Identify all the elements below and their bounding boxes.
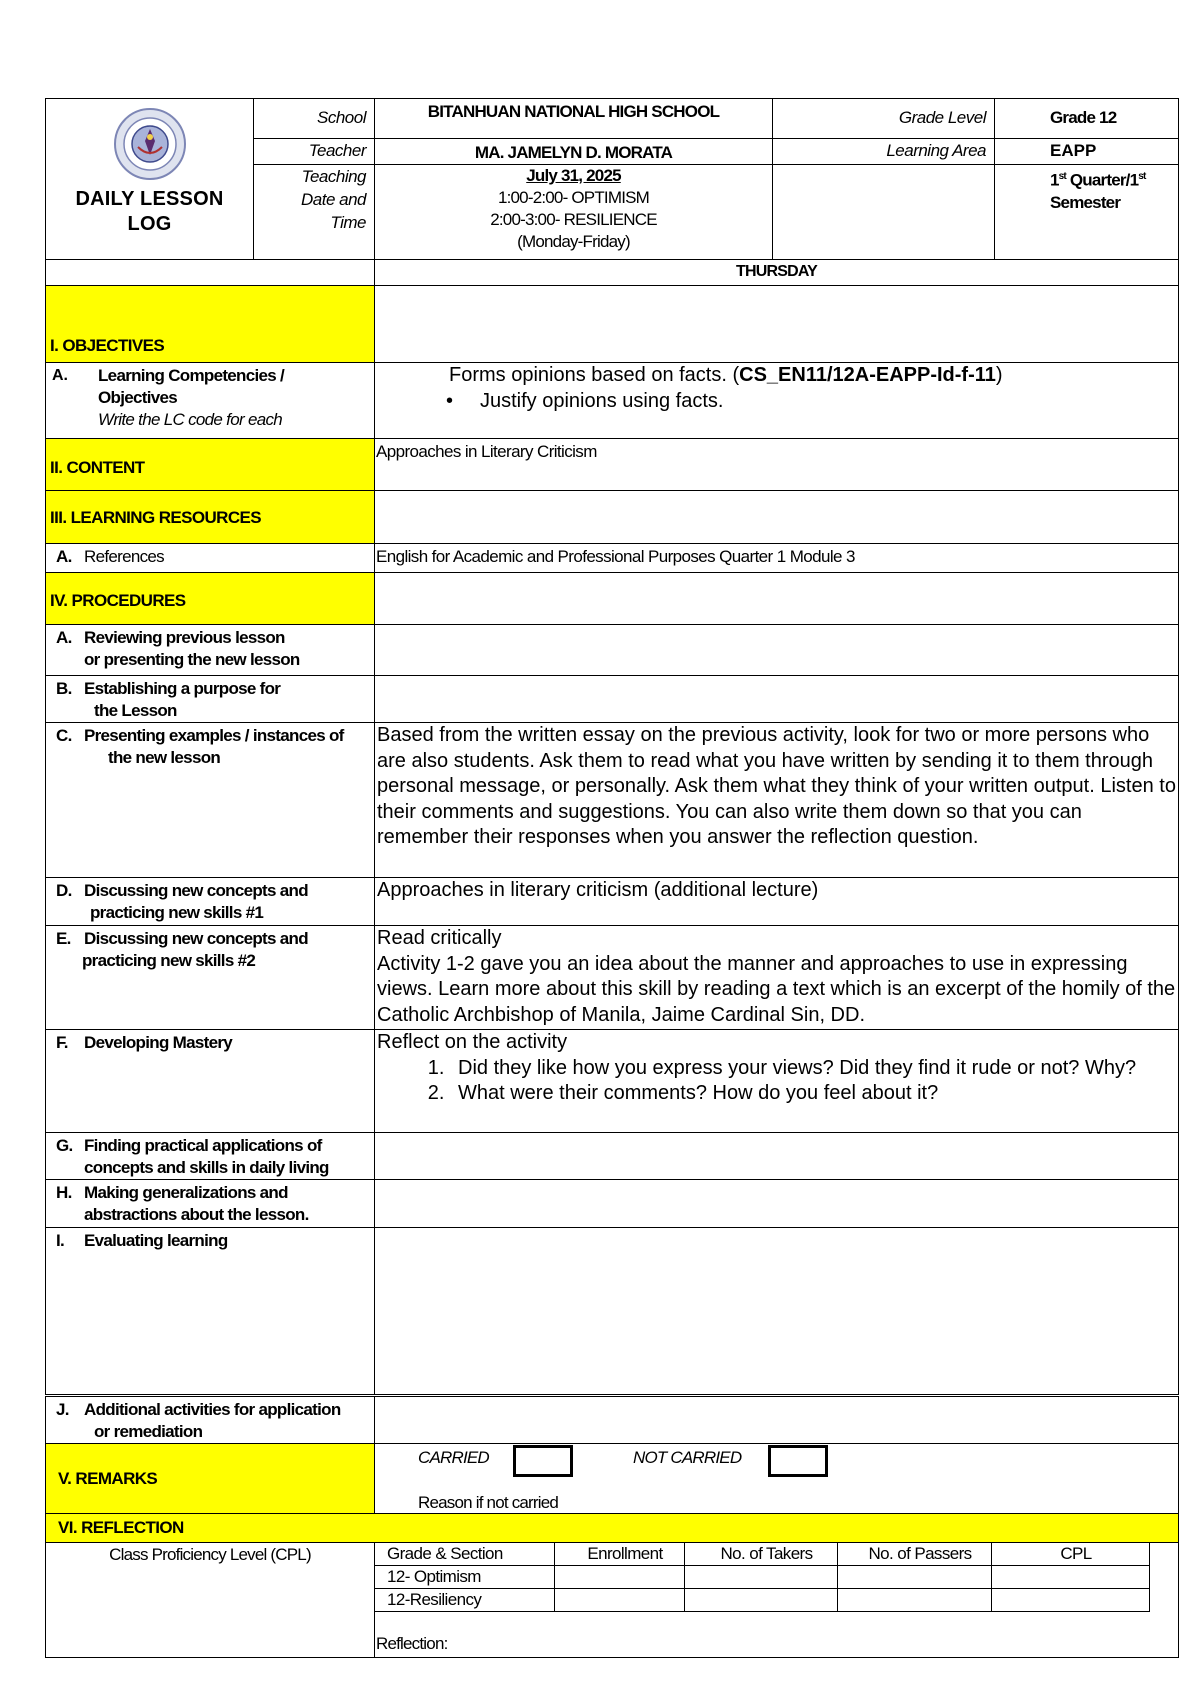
title-line1: DAILY LESSON: [75, 188, 224, 210]
teacher-name: MA. JAMELYN D. MORATA: [375, 139, 773, 165]
content-heading: II. CONTENT: [46, 439, 375, 491]
table-cell[interactable]: [991, 1566, 1149, 1589]
procedures-heading: IV. PROCEDURES: [46, 573, 375, 625]
remarks-cell: [375, 1444, 1179, 1514]
days: (Monday-Friday): [517, 232, 630, 251]
procedure-g-value: [375, 1133, 1179, 1180]
procedure-f-value: [375, 1030, 1179, 1133]
cpl-table: [375, 1543, 1150, 1612]
procedure-i-value: [375, 1228, 1179, 1396]
learning-area-label: Learning Area: [773, 139, 995, 165]
procedure-e-value: [375, 926, 1179, 1030]
procedure-a-label: A. Reviewing previous lesson or presenting the new lesson: [46, 625, 375, 676]
competency-cell: [375, 363, 1179, 439]
not-carried-checkbox[interactable]: [768, 1445, 828, 1477]
quarter-semester: [995, 165, 1179, 260]
school-name: BITANHUAN NATIONAL HIGH SCHOOL: [375, 99, 773, 139]
objectives-heading: I. OBJECTIVES: [46, 286, 375, 363]
col-cpl: CPL: [991, 1543, 1149, 1566]
grade-level: Grade 12: [995, 99, 1179, 139]
read-critically: Read critically: [377, 927, 502, 949]
deped-seal-icon: [113, 107, 187, 181]
resources-blank: [375, 491, 1179, 544]
col-passers: No. of Passers: [837, 1543, 991, 1566]
col-enrollment: Enrollment: [554, 1543, 684, 1566]
carried-checkbox[interactable]: [513, 1445, 573, 1477]
table-cell[interactable]: [684, 1566, 837, 1589]
date-time-value: [375, 165, 773, 260]
reason-label: Reason if not carried: [418, 1492, 1036, 1514]
time-slot-2: 2:00-3:00- RESILIENCE: [490, 210, 657, 229]
grade-level-label: Grade Level: [773, 99, 995, 139]
table-cell[interactable]: [837, 1589, 991, 1612]
procedure-h-label: H. Making generalizations and abstractions about the lesson.: [46, 1180, 375, 1228]
teacher-label: Teacher: [254, 139, 375, 165]
col-takers: No. of Takers: [684, 1543, 837, 1566]
procedure-b-label: B. Establishing a purpose for the Lesson: [46, 676, 375, 723]
semester: Semester: [1050, 192, 1121, 212]
lc-note: Write the LC code for each: [98, 410, 283, 429]
row-resiliency: 12-Resiliency: [375, 1589, 554, 1612]
lc-label-line1: Learning Competencies /: [98, 366, 285, 385]
procedure-i-label: I. Evaluating learning: [46, 1228, 375, 1396]
learning-resources-heading: III. LEARNING RESOURCES: [46, 491, 375, 544]
col-grade-section: Grade & Section: [375, 1543, 554, 1566]
reflect-intro: Reflect on the activity: [377, 1031, 568, 1053]
competency-text: Forms opinions based on facts. (CS_EN11/12A-EAPP-Id-f-11): [449, 364, 1003, 386]
procedure-g-label: G. Finding practical applications of concepts and skills in daily living: [46, 1133, 375, 1180]
lc-letter: A.: [52, 367, 68, 384]
reflect-question-1: 1. Did they like how you express your views? Did they find it rude or not? Why?: [450, 1056, 1178, 1082]
date-label-line2: Date and: [301, 190, 366, 209]
objective-bullet: • Justify opinions using facts.: [480, 389, 1178, 415]
time-slot-1: 1:00-2:00- OPTIMISM: [497, 188, 650, 207]
activity-text: Activity 1-2 gave you an idea about the manner and approaches to use in expressing views. Learn more about this skill by reading a text which is an excerpt of the homily of the Catholic Archbishop of Manila, Jaime Cardinal Sin, DD.: [377, 952, 1176, 1026]
content-value: Approaches in Literary Criticism: [375, 439, 1179, 491]
table-cell[interactable]: [684, 1589, 837, 1612]
learning-competencies-label: [46, 363, 375, 439]
school-label: School: [254, 99, 375, 139]
date-label-line1: Teaching: [301, 167, 366, 186]
date-time-label: [254, 165, 375, 260]
table-cell[interactable]: [837, 1566, 991, 1589]
teaching-date: July 31, 2025: [526, 166, 621, 185]
reason-line[interactable]: [558, 1496, 1036, 1514]
lc-label-line2: Objectives: [98, 388, 177, 407]
title-cell: [46, 99, 254, 260]
table-cell[interactable]: [991, 1589, 1149, 1612]
not-carried-label: NOT CARRIED: [633, 1448, 742, 1467]
reflect-question-2: 2. What were their comments? How do you feel about it?: [450, 1081, 1178, 1107]
procedure-c-value: Based from the written essay on the previous activity, look for two or more persons who are also students. Ask them to read what you have written by sending it to them through personal message, or personally. Ask them what they think of your written output. Listen to their comments and suggestions. You can also write them down so that you can remember their responses when you answer the reflection question.: [375, 723, 1179, 878]
procedure-a-value: [375, 625, 1179, 676]
procedure-e-label: E. Discussing new concepts and practicing new skills #2: [46, 926, 375, 1030]
quarter: 1st Quarter/1st: [1050, 170, 1146, 190]
procedure-d-value: Approaches in literary criticism (additional lecture): [375, 878, 1179, 926]
objectives-blank: [375, 286, 1179, 363]
day-left-blank: [46, 260, 375, 286]
procedure-c-label: C. Presenting examples / instances of the new lesson: [46, 723, 375, 878]
reflection-heading: VI. REFLECTION: [46, 1514, 1179, 1543]
remarks-heading: V. REMARKS: [46, 1444, 375, 1514]
day-label: THURSDAY: [375, 260, 1179, 286]
procedure-d-label: D. Discussing new concepts and practicing new skills #1: [46, 878, 375, 926]
table-cell[interactable]: [554, 1566, 684, 1589]
procedure-j-label: J. Additional activities for application or remediation: [46, 1396, 375, 1444]
procedure-f-label: F. Developing Mastery: [46, 1030, 375, 1133]
references-value: English for Academic and Professional Purposes Quarter 1 Module 3: [375, 544, 1179, 573]
procedures-blank: [375, 573, 1179, 625]
carried-label: CARRIED: [418, 1448, 489, 1467]
lesson-log-table: [45, 98, 1179, 1658]
reflection-label: Reflection:: [376, 1634, 448, 1653]
daily-lesson-log: [45, 98, 1178, 1658]
title-line2: LOG: [127, 213, 172, 235]
references-label: A. References: [46, 544, 375, 573]
date-label-line3: Time: [330, 213, 366, 232]
procedure-b-value: [375, 676, 1179, 723]
competency-code: CS_EN11/12A-EAPP-Id-f-11: [739, 364, 996, 386]
procedure-h-value: [375, 1180, 1179, 1228]
cpl-cell: [375, 1543, 1179, 1658]
cpl-label: Class Proficiency Level (CPL): [46, 1543, 375, 1658]
learning-area: EAPP: [995, 139, 1179, 165]
table-cell[interactable]: [554, 1589, 684, 1612]
row-optimism: 12- Optimism: [375, 1566, 554, 1589]
procedure-j-value: [375, 1396, 1179, 1444]
blank-cell: [773, 165, 995, 260]
